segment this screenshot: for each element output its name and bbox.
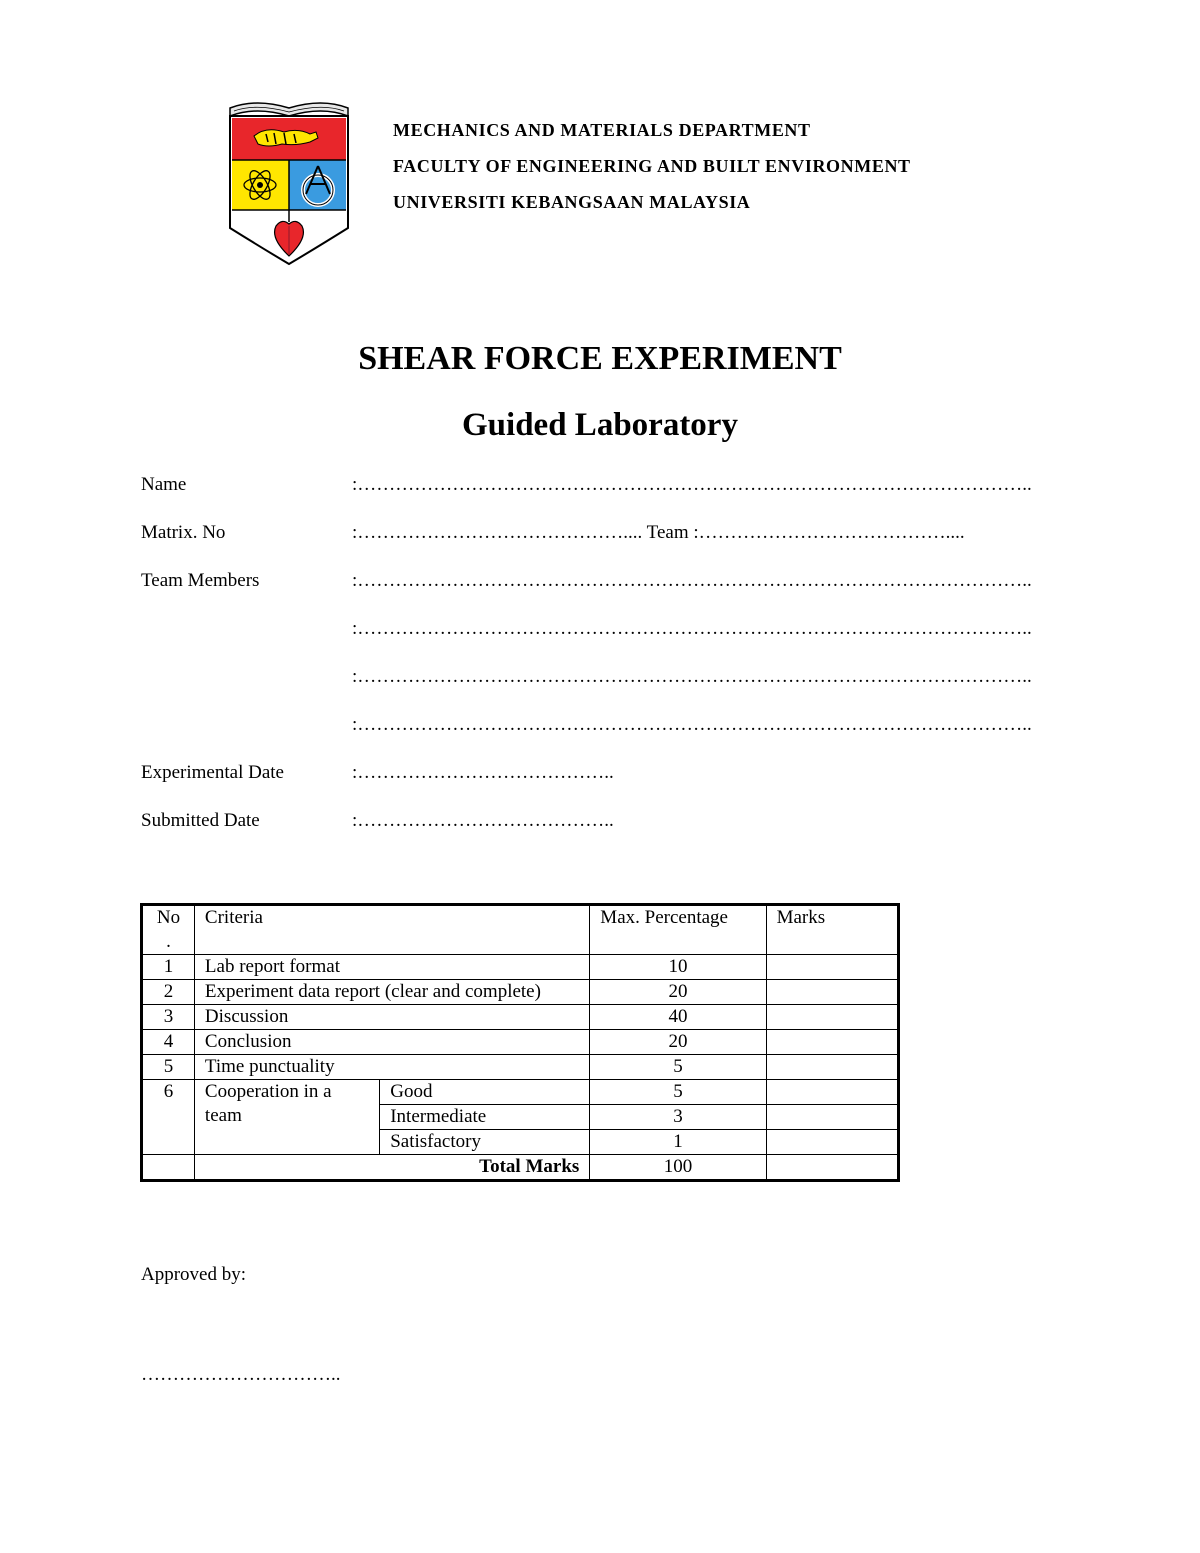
document-subtitle: Guided Laboratory bbox=[462, 407, 738, 443]
row-max: 20 bbox=[590, 1030, 766, 1055]
team-member-row bbox=[141, 666, 1061, 714]
row-criteria: Conclusion bbox=[194, 1030, 589, 1055]
row-marks-cell[interactable] bbox=[766, 1055, 898, 1080]
table-header-row bbox=[142, 905, 899, 955]
row-max: 10 bbox=[590, 955, 766, 980]
approved-by-label: Approved by: bbox=[141, 1264, 247, 1285]
name-field[interactable]: :…………………………………………………………………………………………….. bbox=[352, 474, 1032, 495]
row-marks-cell[interactable] bbox=[766, 1030, 898, 1055]
experimental-date-row bbox=[141, 762, 1061, 810]
team-member-field[interactable]: :…………………………………………………………………………………………….. bbox=[352, 618, 1032, 639]
row-criteria: Time punctuality bbox=[194, 1055, 589, 1080]
table-row bbox=[142, 1030, 899, 1055]
coop-level-label: Good bbox=[380, 1080, 590, 1105]
total-marks-label: Total Marks bbox=[194, 1155, 589, 1181]
university-crest-logo bbox=[226, 98, 352, 266]
document-title: SHEAR FORCE EXPERIMENT bbox=[358, 340, 842, 377]
total-marks-cell[interactable] bbox=[766, 1155, 898, 1181]
row-no: 3 bbox=[142, 1005, 195, 1030]
coop-level-label: Intermediate bbox=[380, 1105, 590, 1130]
row-criteria: Discussion bbox=[194, 1005, 589, 1030]
student-info-form bbox=[141, 474, 1061, 858]
total-marks-value: 100 bbox=[590, 1155, 766, 1181]
team-member-row bbox=[141, 714, 1061, 762]
header-no: No . bbox=[142, 905, 195, 955]
table-row bbox=[142, 1055, 899, 1080]
name-label: Name bbox=[141, 474, 187, 495]
team-member-field[interactable]: :…………………………………………………………………………………………….. bbox=[352, 666, 1032, 687]
signature-line[interactable]: ………………………….. bbox=[141, 1364, 341, 1385]
row-no: 1 bbox=[142, 955, 195, 980]
header-criteria: Criteria bbox=[194, 905, 589, 955]
row-max: 20 bbox=[590, 980, 766, 1005]
table-row bbox=[142, 980, 899, 1005]
coop-level-label: Satisfactory bbox=[380, 1130, 590, 1155]
team-member-field[interactable]: :…………………………………………………………………………………………….. bbox=[352, 570, 1032, 591]
row-marks-cell[interactable] bbox=[766, 1080, 898, 1105]
matrix-team-field[interactable]: :…………………………………….... Team :………………………………….... bbox=[352, 522, 965, 543]
team-members-row bbox=[141, 570, 1061, 618]
marks-table bbox=[140, 903, 900, 1182]
row-no: 5 bbox=[142, 1055, 195, 1080]
experimental-date-label: Experimental Date bbox=[141, 762, 284, 783]
row-marks-cell[interactable] bbox=[766, 1005, 898, 1030]
matrix-label: Matrix. No bbox=[141, 522, 226, 543]
row-max: 3 bbox=[590, 1105, 766, 1130]
row-marks-cell[interactable] bbox=[766, 980, 898, 1005]
header-marks: Marks bbox=[766, 905, 898, 955]
faculty-name: FACULTY OF ENGINEERING AND BUILT ENVIRONMENT bbox=[393, 156, 911, 176]
table-row bbox=[142, 955, 899, 980]
row-max: 5 bbox=[590, 1055, 766, 1080]
submitted-date-field[interactable]: :………………………………….. bbox=[352, 810, 614, 831]
department-name: MECHANICS AND MATERIALS DEPARTMENT bbox=[393, 120, 811, 140]
row-max: 5 bbox=[590, 1080, 766, 1105]
row-no: 6 bbox=[142, 1080, 195, 1155]
row-criteria: Experiment data report (clear and complete) bbox=[194, 980, 589, 1005]
team-member-row bbox=[141, 618, 1061, 666]
row-no: 4 bbox=[142, 1030, 195, 1055]
institution-header bbox=[393, 118, 913, 214]
submitted-date-label: Submitted Date bbox=[141, 810, 260, 831]
total-no-cell bbox=[142, 1155, 195, 1181]
matrix-row bbox=[141, 522, 1061, 570]
table-row bbox=[142, 1005, 899, 1030]
experimental-date-field[interactable]: :………………………………….. bbox=[352, 762, 614, 783]
university-name: UNIVERSITI KEBANGSAAN MALAYSIA bbox=[393, 192, 751, 212]
row-no: 2 bbox=[142, 980, 195, 1005]
name-row bbox=[141, 474, 1061, 522]
row-marks-cell[interactable] bbox=[766, 1130, 898, 1155]
table-row bbox=[142, 1080, 899, 1105]
submitted-date-row bbox=[141, 810, 1061, 858]
team-member-field[interactable]: :…………………………………………………………………………………………….. bbox=[352, 714, 1032, 735]
row-max: 1 bbox=[590, 1130, 766, 1155]
total-row bbox=[142, 1155, 899, 1181]
header-max-percentage: Max. Percentage bbox=[590, 905, 766, 955]
team-members-label: Team Members bbox=[141, 570, 260, 591]
row-marks-cell[interactable] bbox=[766, 1105, 898, 1130]
row-criteria: Lab report format bbox=[194, 955, 589, 980]
row-criteria: Cooperation in a team bbox=[194, 1080, 379, 1155]
row-marks-cell[interactable] bbox=[766, 955, 898, 980]
row-max: 40 bbox=[590, 1005, 766, 1030]
